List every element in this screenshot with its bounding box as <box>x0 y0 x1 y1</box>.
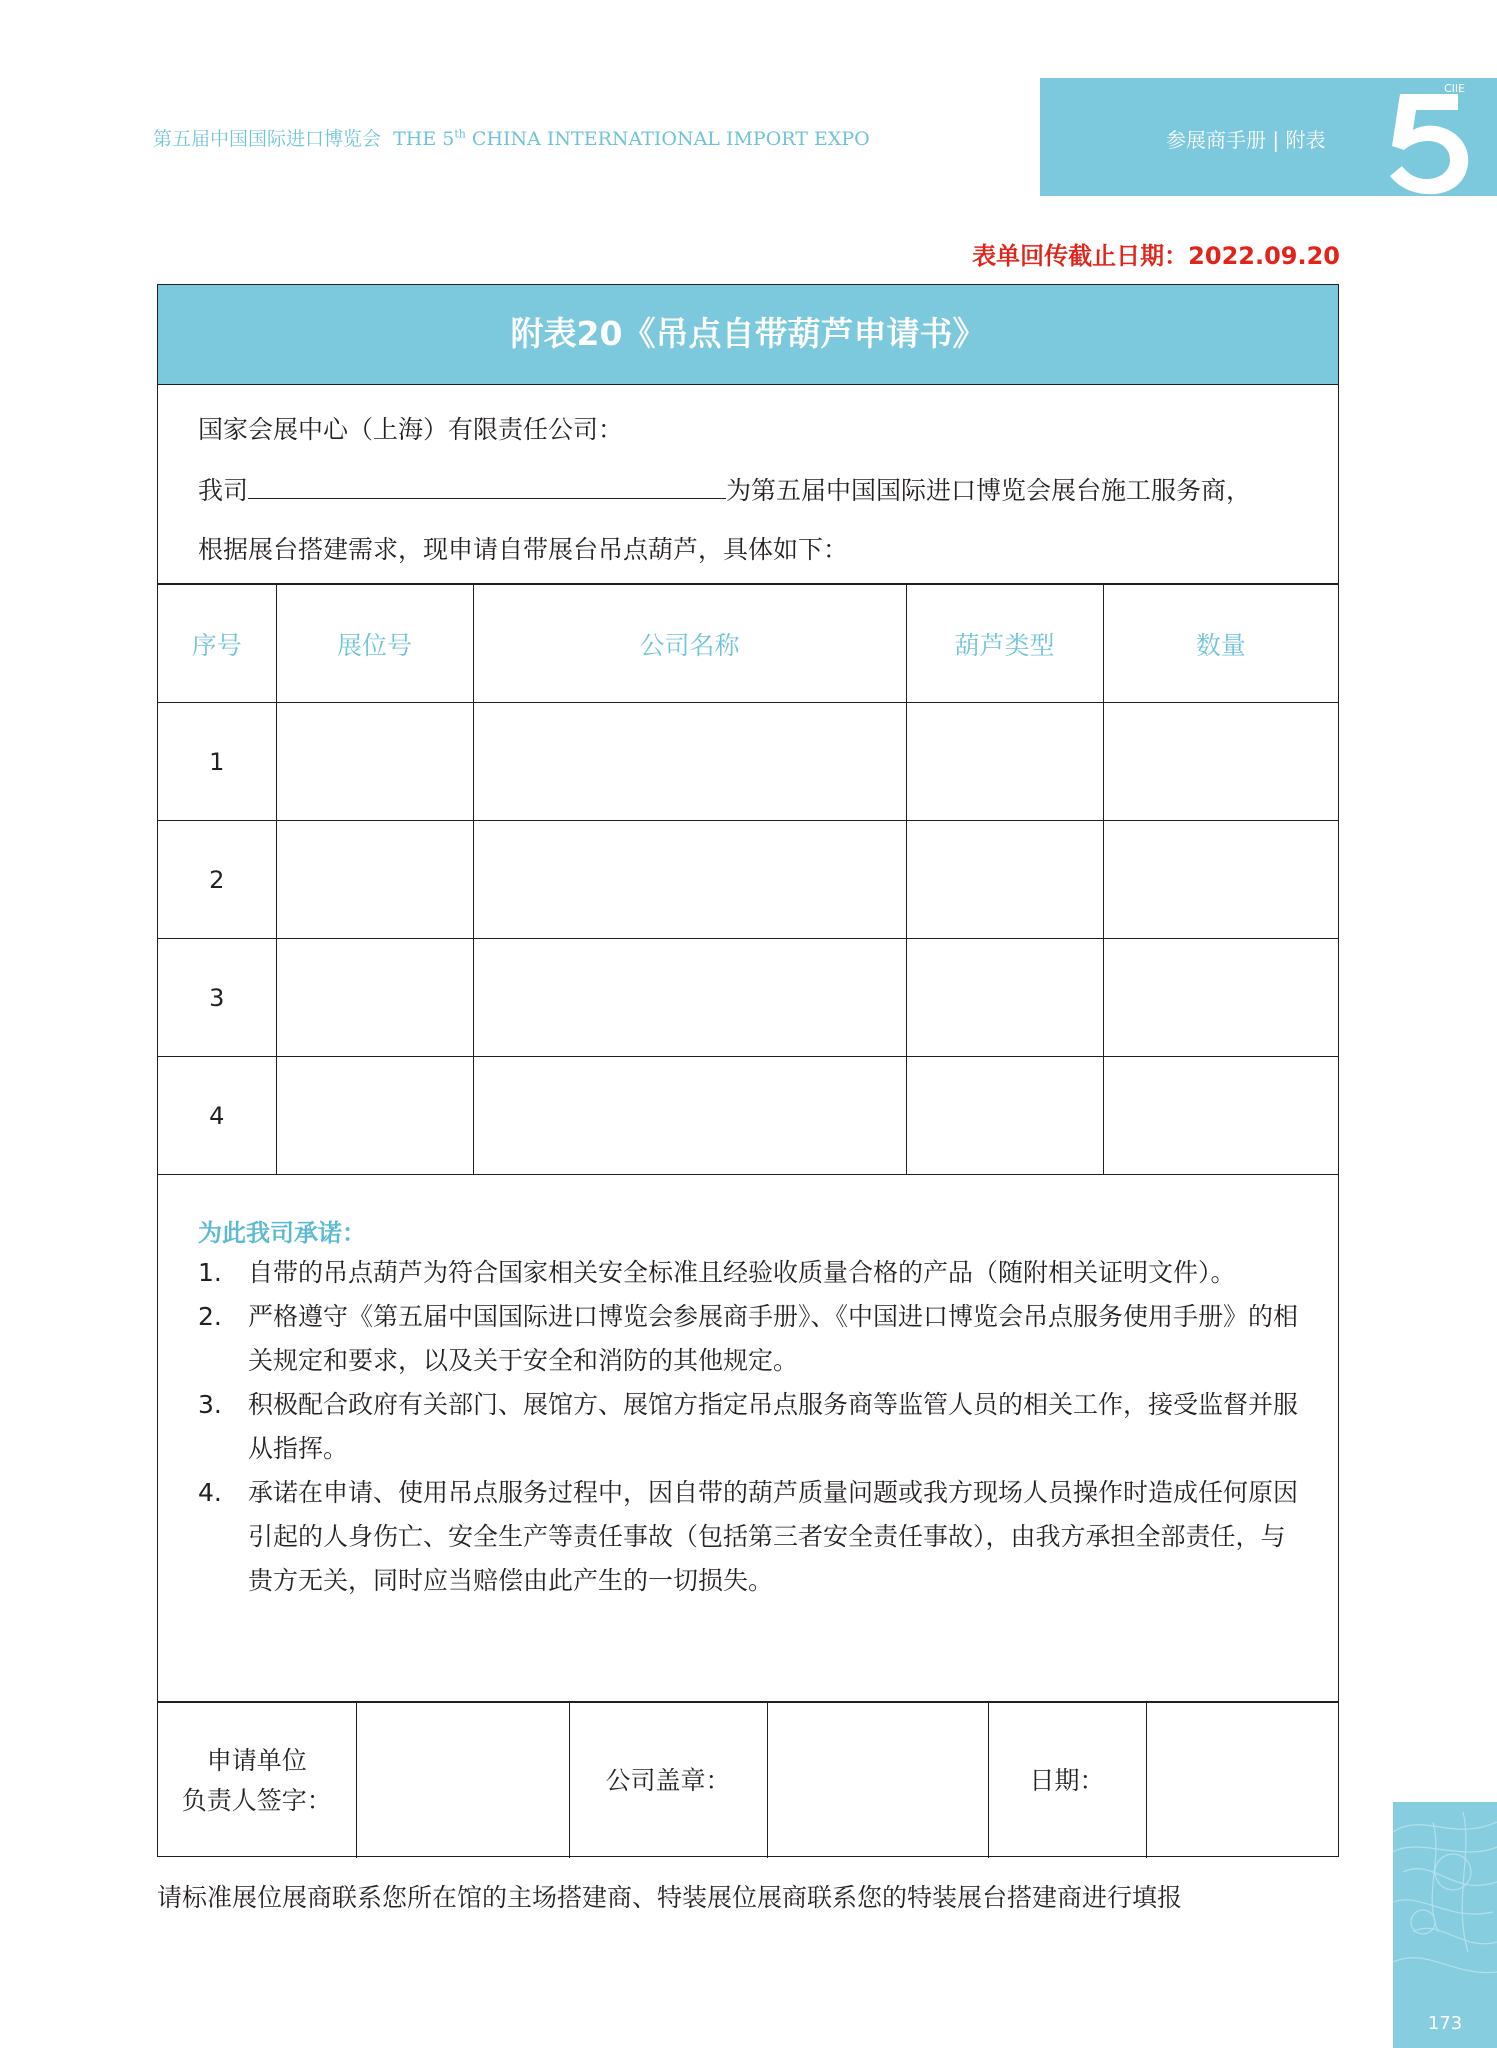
table-row <box>158 821 1338 939</box>
addressee: 国家会展中心（上海）有限责任公司： <box>198 415 624 444</box>
hoist-table <box>158 583 1338 1175</box>
pledge-number: 3. <box>198 1390 222 1419</box>
logo-text: CIIE <box>1444 82 1466 95</box>
table-header-row <box>158 584 1338 703</box>
signature-table <box>158 1701 1338 1858</box>
pledge-number: 2. <box>198 1302 222 1331</box>
pledge-number: 1. <box>198 1258 222 1287</box>
company-line-suffix: 为第五届中国国际进口博览会展台施工服务商， <box>726 476 1252 505</box>
hoist-type-cell[interactable] <box>906 939 1103 1057</box>
col-header-quantity: 数量 <box>1103 584 1338 703</box>
row-index: 4 <box>158 1057 276 1175</box>
company-cell[interactable] <box>473 1057 906 1175</box>
page-number: 173 <box>1427 2013 1463 2034</box>
col-header-hoist-type: 葫芦类型 <box>906 584 1103 703</box>
date-field[interactable] <box>1146 1702 1338 1858</box>
company-cell[interactable] <box>473 821 906 939</box>
application-form <box>157 284 1339 1857</box>
pledge-list <box>198 1251 1308 1603</box>
header-title-cn: 第五届中国国际进口博览会 <box>153 128 382 150</box>
quantity-cell[interactable] <box>1103 939 1338 1057</box>
line-art-decoration <box>1393 1802 1497 2048</box>
col-header-booth: 展位号 <box>276 584 473 703</box>
pledge-text: 积极配合政府有关部门、展馆方、展馆方指定吊点服务商等监管人员的相关工作，接受监督并服从指挥。 <box>248 1390 1299 1463</box>
header-title <box>153 124 870 151</box>
row-index: 2 <box>158 821 276 939</box>
row-index: 1 <box>158 703 276 821</box>
section-label: 参展商手册 | 附表 <box>1166 128 1326 152</box>
company-cell[interactable] <box>473 939 906 1057</box>
quantity-cell[interactable] <box>1103 1057 1338 1175</box>
quantity-cell[interactable] <box>1103 821 1338 939</box>
company-line <box>198 470 1251 507</box>
quantity-cell[interactable] <box>1103 703 1338 821</box>
request-line: 根据展台搭建需求，现申请自带展台吊点葫芦，具体如下： <box>198 535 849 564</box>
company-stamp-label: 公司盖章： <box>569 1702 767 1858</box>
company-cell[interactable] <box>473 703 906 821</box>
form-title: 附表20《吊点自带葫芦申请书》 <box>158 285 1338 385</box>
pledge-text: 严格遵守《第五届中国国际进口博览会参展商手册》、《中国进口博览会吊点服务使用手册》的相关规定和要求，以及关于安全和消防的其他规定。 <box>248 1302 1299 1375</box>
page-corner-decoration <box>1393 1802 1497 2048</box>
pledge-item <box>198 1295 1308 1383</box>
booth-cell[interactable] <box>276 1057 473 1175</box>
row-index: 3 <box>158 939 276 1057</box>
table-row <box>158 1057 1338 1175</box>
pledge-heading: 为此我司承诺： <box>198 1219 366 1247</box>
company-name-blank[interactable] <box>248 470 726 499</box>
applicant-signature-field[interactable] <box>356 1702 569 1858</box>
col-header-index: 序号 <box>158 584 276 703</box>
pledge-text: 自带的吊点葫芦为符合国家相关安全标准且经验收质量合格的产品（随附相关证明文件）。 <box>248 1258 1236 1287</box>
deadline: 表单回传截止日期：2022.09.20 <box>972 242 1340 270</box>
date-label: 日期： <box>988 1702 1146 1858</box>
pledge-item <box>198 1471 1308 1603</box>
header-band <box>1040 78 1497 196</box>
footnote: 请标准展位展商联系您所在馆的主场搭建商、特装展位展商联系您的特装展台搭建商进行填报 <box>157 1883 1183 1912</box>
hoist-type-cell[interactable] <box>906 821 1103 939</box>
pledge-item <box>198 1251 1308 1295</box>
table-row <box>158 939 1338 1057</box>
booth-cell[interactable] <box>276 703 473 821</box>
ciie-logo <box>1370 80 1485 196</box>
hoist-type-cell[interactable] <box>906 1057 1103 1175</box>
header-title-en: THE 5th CHINA INTERNATIONAL IMPORT EXPO <box>393 127 870 150</box>
pledge-text: 承诺在申请、使用吊点服务过程中，因自带的葫芦质量问题或我方现场人员操作时造成任何原因引起的人身伤亡、安全生产等责任事故（包括第三者安全责任事故），由我方承担全部责任，与贵方无关，同时应当赔偿由此产生的一切损失。 <box>248 1478 1299 1595</box>
applicant-signature-label: 申请单位 负责人签字： <box>158 1702 356 1858</box>
company-line-prefix: 我司 <box>198 476 249 505</box>
col-header-company: 公司名称 <box>473 584 906 703</box>
pledge-item <box>198 1383 1308 1471</box>
booth-cell[interactable] <box>276 939 473 1057</box>
booth-cell[interactable] <box>276 821 473 939</box>
hoist-type-cell[interactable] <box>906 703 1103 821</box>
table-row <box>158 703 1338 821</box>
company-stamp-field[interactable] <box>767 1702 988 1858</box>
pledge-number: 4. <box>198 1478 222 1507</box>
